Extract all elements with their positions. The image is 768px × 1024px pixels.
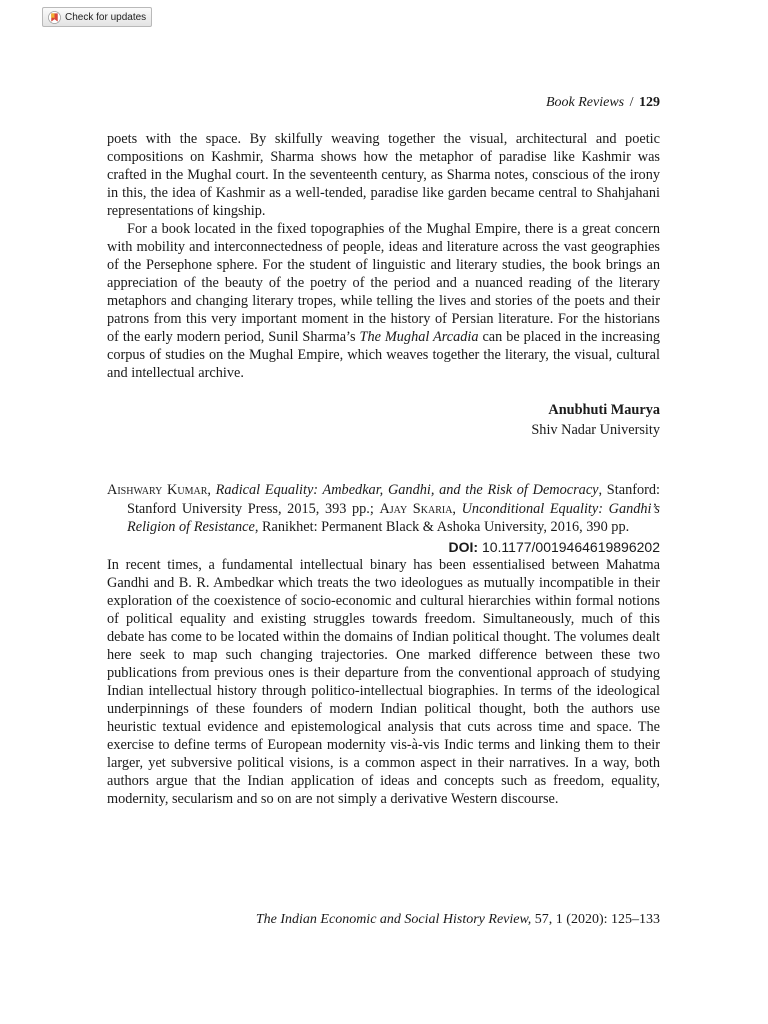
crossmark-icon bbox=[48, 11, 61, 24]
header-separator: / bbox=[629, 95, 634, 110]
page-content bbox=[107, 130, 660, 808]
doi-value[interactable]: 10.1177/0019464619896202 bbox=[478, 538, 660, 555]
citation-title-1: Radical Equality: Ambedkar, Gandhi, and the Risk of Democracy bbox=[215, 482, 599, 498]
check-for-updates-label: Check for updates bbox=[65, 11, 147, 23]
citation-sep-1: , bbox=[207, 482, 216, 498]
book-citation bbox=[107, 481, 660, 537]
review1-paragraph-2-start: For a book located in the fixed topographies of the Mughal Empire, there is a great concern with mobility and interconnectedness of people, ideas and literature across the vast geographies of the Persephone sphere. For the student of linguistic and literary studies, the book brings an appreciation of the beauty of the poetry of the period and a nuanced reading of the literary metaphors and changing literary tropes, while telling the lives and stories of the poets and their patrons from this very important moment in the history of Persian literature. For the historians of the early modern period, Sunil Sharma’s bbox=[107, 221, 660, 345]
running-head bbox=[546, 95, 660, 111]
review1-paragraph-1: poets with the space. By skilfully weaving together the visual, architectural and poetic compositions on Kashmir, Sharma shows how the metaphor of paradise like Kashmir was crafted in the Mughal court. In the seventeenth century, as Sharma notes, conscious of the irony in this, the idea of Kashmir as a well-tended, paradise like garden became central to Shahjahani representations of kingship. bbox=[107, 131, 660, 219]
review1-paragraph-2-end: can be placed in the increasing corpus of studies on the Mughal Empire, which weaves together the literary, the visual, cultural and intellectual archive. bbox=[107, 329, 661, 381]
journal-name: The Indian Economic and Social History Review, bbox=[255, 912, 532, 927]
citation-publisher-1: , Stanford: Stanford University Press, 2015, 393 pp.; bbox=[127, 482, 661, 517]
citation-author-2: Ajay Skaria bbox=[379, 500, 453, 517]
doi-line[interactable] bbox=[107, 538, 660, 556]
citation-author-1: Aishwary Kumar bbox=[107, 482, 208, 498]
doi-label: DOI: bbox=[448, 538, 479, 555]
citation-publisher-2: , Ranikhet: Permanent Black & Ashoka University, 2016, 390 pp. bbox=[254, 519, 630, 535]
reviewer-name: Anubhuti Maurya bbox=[548, 402, 660, 418]
journal-footer bbox=[256, 912, 660, 928]
journal-issue: 57, 1 (2020): 125–133 bbox=[531, 912, 660, 927]
citation-sep-2: , bbox=[452, 500, 462, 517]
check-for-updates-button[interactable] bbox=[42, 7, 152, 27]
book-title-mughal-arcadia: The Mughal Arcadia bbox=[359, 329, 479, 345]
review1-paragraph-2 bbox=[107, 220, 660, 382]
review2-paragraph-1: In recent times, a fundamental intellectual binary has been essentialised between Mahatma Gandhi and B. R. Ambedkar which treats the two ideologues as mutually incompatible in their exploration of the coexistence of socio-economic and cultural hierarchies within formal notions of political equality and existing struggles towards freedom. Simultaneously, much of this debate has come to be located within the domains of Indian political thought. The volumes dealt here seek to map such changing trajectories. One marked difference between these two publications from previous ones is their departure from the conventional approach of studying Indian intellectual history through politico-intellectual biographies. In terms of the ideological underpinnings of these founders of modern Indian political thought, both the authors use heuristic textual evidence and epistemological analysis that cuts across time and space. The exercise to define terms of European modernity vis-à-vis Indic terms and linking them to their larger, yet subversive political visions, is a common aspect in their narratives. In a way, both authors argue that the Indian application of ideas and concepts such as freedom, equality, modernity, secularism and so on are not simply a derivative Western discourse. bbox=[107, 556, 660, 807]
citation-title-2: Unconditional Equality: Gandhi’s Religion of Resistance bbox=[127, 500, 660, 535]
reviewer-signature bbox=[107, 400, 660, 440]
section-title: Book Reviews bbox=[545, 95, 625, 110]
page-number: 129 bbox=[639, 95, 660, 110]
reviewer-affiliation: Shiv Nadar University bbox=[531, 422, 660, 438]
